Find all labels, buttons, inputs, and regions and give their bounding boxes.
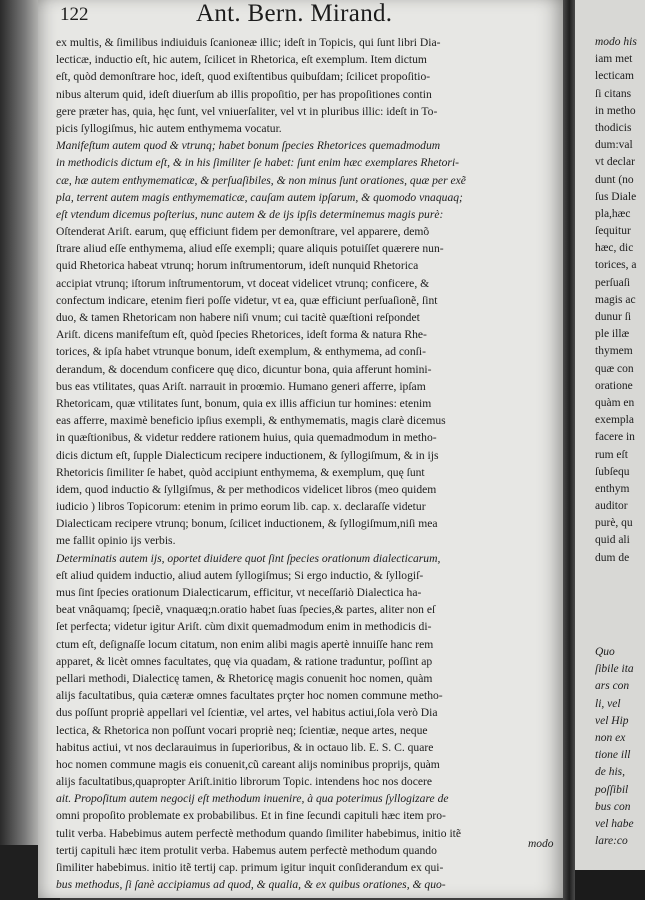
facing-page-top-text	[575, 34, 645, 567]
text-line: non ex	[595, 731, 626, 744]
text-line: ſequitur	[595, 225, 631, 238]
text-line: ple illæ	[595, 328, 630, 341]
text-line: quid ali	[595, 534, 630, 547]
text-line: lecticæ, inductio eſt, hic autem, ſcilicet in Rhetorica, eſt exemplum. Item dictum	[56, 53, 427, 67]
text-line: pellari methodi, Dialecticę tamen, & Rhetoricę magis conuenit hoc nomen, quàm	[56, 671, 433, 685]
text-line: me fallit opinio ijs verbis.	[56, 534, 176, 548]
text-line: apparet, & licèt omnes facultates, quę via quadam, & ratione traduntur, poſſint ap	[56, 654, 433, 668]
text-line: dicis dictum eſt, ſupple Dialecticum recipere inductionem, & ſyllogiſmum, & in ijs	[56, 448, 439, 462]
text-line: ait. Propoſitum autem negocij eſt methodum inuenire, à qua poterimus ſyllogizare de	[56, 792, 449, 806]
text-line: in methodicis dictum eſt, & in his ſimiliter ſe habet: ſunt enim hæc exemplares Rhetori-	[56, 156, 460, 170]
text-line: ſimiliter habebimus. initio itẽ tertij cap. primum igitur inquit conſiderandum ex qui-	[56, 861, 444, 874]
text-line: gere præter has, quia, hęc ſunt, vel vniuerſaliter, vel vt in pluribus illic: ideſt in To-	[56, 104, 438, 118]
text-line: alijs facultatibus,quapropter Ariſt.initio librorum Topic. intendens hoc nos docere	[56, 775, 433, 789]
text-line: ſibile ita	[595, 663, 634, 676]
text-line: ſi citans	[595, 87, 632, 100]
page-body	[56, 34, 564, 893]
text-line: perſuaſi	[595, 276, 631, 289]
text-line: hæc, dic	[595, 242, 634, 255]
text-line: hoc nomen commune magis eis conuenit,cũ careant alijs nominibus proprijs, quàm	[56, 757, 440, 771]
page-number: 122	[60, 4, 89, 25]
text-line: in quæſtionibus, & videtur reddere rationem huius, quia quemadmodum in metho-	[56, 431, 437, 445]
text-line: ſus Diale	[595, 190, 637, 203]
text-line: pla,hæc	[595, 207, 631, 220]
text-line: cæ, hæ autem enthymematicæ, & perſuaſibiles, & non minus ſunt orationes, quæ per exẽ	[56, 173, 466, 187]
text-line: facere in	[595, 431, 635, 444]
text-line: Rhetoricis ſimiliter ſe habet, quòd accipiunt enthymema, & exemplum, quę ſunt	[56, 465, 425, 479]
text-line: picis ſyllogiſmus, hic autem enthymema vocatur.	[56, 121, 282, 135]
text-line: dus poſſunt propriè appellari vel ſcientiæ, vel artes, vel habitus actiui,ſola verò Dia	[56, 706, 438, 720]
text-line: ars con	[595, 680, 630, 693]
text-line: magis ac	[595, 293, 636, 306]
text-line: accipiat vtrunq; iſtorum inſtrumentorum, vt doceat videlicet vtrunq; conficere, &	[56, 276, 430, 290]
text-line: quid Rhetorica habeat vtrunq; horum inſtrumentorum, ideſt nunquid Rhetorica	[56, 259, 419, 273]
text-line: bus methodus, ſi ſanè accipiamus ad quod, & qualia, & ex quibus orationes, & quo-	[56, 878, 446, 892]
text-line: Oſtenderat Ariſt. earum, quę efficiunt fidem per demonſtrare, vel apparere, demõ	[56, 225, 430, 239]
text-line: li, vel	[595, 697, 621, 710]
text-line: Dialecticam recipere vtrunq; bonum, ſcilicet inductionem, & ſyllogiſmum,niſi mea	[56, 517, 438, 531]
text-line: pla, terrent autem magis enthymematicæ, cauſam autem ipſarum, & quomodo vnaquaq;	[56, 190, 463, 204]
text-line: bus eas vtilitates, quas Ariſt. narrauit in proœmio. Humano generi afferre, ipſam	[56, 379, 426, 393]
text-line: lecticam	[595, 70, 634, 83]
text-line: Quo	[595, 646, 615, 658]
text-line: Ariſt. dicens manifeſtum eſt, quòd ſpecies Rhetorices, ideſt forma & natura Rhe-	[56, 328, 427, 342]
text-line: thodicis	[595, 121, 632, 134]
text-line: eſt vtendum dicemus poſterius, nunc autem & de ijs ipſis determinemus magis purè:	[56, 207, 444, 221]
text-line: torices, & ipſa habet vtrunque bonum, ideſt exemplum, & enthymema, ad conſi-	[56, 345, 426, 359]
text-line: poſſibil	[595, 783, 629, 796]
running-head: Ant. Bern. Mirand.	[196, 0, 393, 27]
text-line: ſtrare aliud eſſe enthymema, aliud eſſe exempli; quare aliquis potuiſſet quærere nun-	[56, 242, 444, 256]
text-line: beat vnâquamq; ſpeciẽ, vnaquæq;n.oratio habet ſuas ſpecies,& partes, aliter non eſ	[56, 603, 436, 617]
text-line: oratione	[595, 379, 633, 392]
text-line: torices, a	[595, 259, 637, 272]
text-line: vel Hip	[595, 714, 629, 727]
text-line: dum de	[595, 551, 630, 564]
text-line: auditor	[595, 500, 628, 513]
text-line: ſet perfecta; videtur igitur Ariſt. cùm dixit quemadmodum enim in methodicis di-	[56, 620, 432, 634]
text-line: Rhetoricam, quæ vtilitates ſunt, bonum, quia ex illis afficiun tur homines: etenim	[56, 396, 432, 410]
text-line: eas afferre, maximè beneficio ipſius exempli, & enthymematis, magis clarè dicemus	[56, 414, 446, 428]
text-line: vt declar	[595, 156, 635, 169]
text-line: derandum, & docendum conficere quę dico, dicuntur bona, quia afferunt homini-	[56, 362, 432, 376]
text-line: mus ſint ſpecies orationum Dialecticarum, efficitur, vt neceſſariò Dialectica ha-	[56, 586, 422, 599]
text-line: quàm en	[595, 396, 635, 409]
text-line: nibus alterum quid, ideſt diuerſum ab illis propoſitio, per has propoſitiones contin	[56, 87, 432, 101]
text-line: ctum eſt, deſignaſſe locum citatum, non enim alibi magis apertè innuiſſe hanc rem	[56, 637, 434, 651]
text-line: Determinatis autem ijs, oportet diuidere quot ſint ſpecies orationum dialecticarum,	[56, 551, 441, 565]
text-line: iam met	[595, 53, 633, 66]
facing-page-bottom-text	[575, 644, 645, 850]
text-line: dunt (no	[595, 173, 634, 186]
scan-shadow-right	[575, 870, 645, 900]
text-line: lare:co	[595, 835, 628, 848]
text-line: tertij capituli hæc item protulit verba. Habemus autem perfectè methodum quando	[56, 843, 437, 857]
text-line: exempla	[595, 414, 634, 427]
text-line: habitus actiui, vt nos declarauimus in ſuperioribus, & in octauo lib. E. S. C. quare	[56, 740, 434, 754]
book-page	[38, 0, 568, 898]
text-line: ex multis, & ſimilibus indiuiduis ſcanioneæ illic; ideſt in Topicis, qui ſunt libri Dia-	[56, 36, 441, 49]
text-line: in metho	[595, 104, 636, 117]
text-line: alijs facultatibus, quia cæteræ omnes facultates prçter hoc nomen commune metho-	[56, 689, 443, 703]
text-line: bus con	[595, 800, 631, 813]
text-line: iudicio ) libros Topicorum: etenim in primo eorum lib. cap. x. declaraſſe videtur	[56, 500, 426, 514]
text-line: purè, qu	[595, 517, 633, 530]
text-line: tulit verba. Habebimus autem perfectè methodum quando ſimiliter habebimus, initio itẽ	[56, 826, 462, 840]
text-line: rum eſt	[595, 448, 628, 461]
facing-page	[575, 0, 645, 900]
text-line: de his,	[595, 766, 626, 779]
text-line: vel habe	[595, 817, 634, 830]
text-line: quæ con	[595, 362, 634, 375]
text-line: lectica, & Rhetorica non poſſunt vocari propriè neq; ſcientiæ, neque artes, neque	[56, 723, 428, 737]
text-line: confectum indicare, etenim fieri poſſe videtur, vt ea, quæ efficiunt perſuaſionẽ, ſint	[56, 293, 438, 307]
catchword: modo	[528, 838, 554, 850]
text-line: Manifeſtum autem quod & vtrunq; habet bonum ſpecies Rhetorices quemadmodum	[56, 139, 441, 153]
text-line: modo his	[595, 36, 637, 48]
text-line: eſt aliud quidem inductio, aliud autem ſyllogiſmus; Si ergo inductio, & ſyllogiſ-	[56, 568, 424, 582]
text-line: omni propoſito problemate ex probabilibus. Et in fine ſecundi capituli hæc item pro-	[56, 809, 446, 823]
text-line: tione ill	[595, 749, 631, 762]
text-line: enthym	[595, 482, 630, 495]
text-line: dum:val	[595, 139, 633, 152]
text-line: eſt, quòd demonſtrare hoc, ideſt, quod exiſtentibus quibuſdam; ſcilicet propoſitio-	[56, 70, 431, 84]
text-line: ſubſequ	[595, 465, 630, 478]
text-line: thymem	[595, 345, 633, 358]
text-line: duo, & tamen Rhetoricam non habere niſi vnum; cui tacitè quæſtioni reſpondet	[56, 311, 420, 324]
text-line: idem, quod inductio & ſyllgiſmus, & per methodicos videlicet libros (meo quidem	[56, 482, 437, 496]
text-line: dunur ſi	[595, 311, 632, 323]
